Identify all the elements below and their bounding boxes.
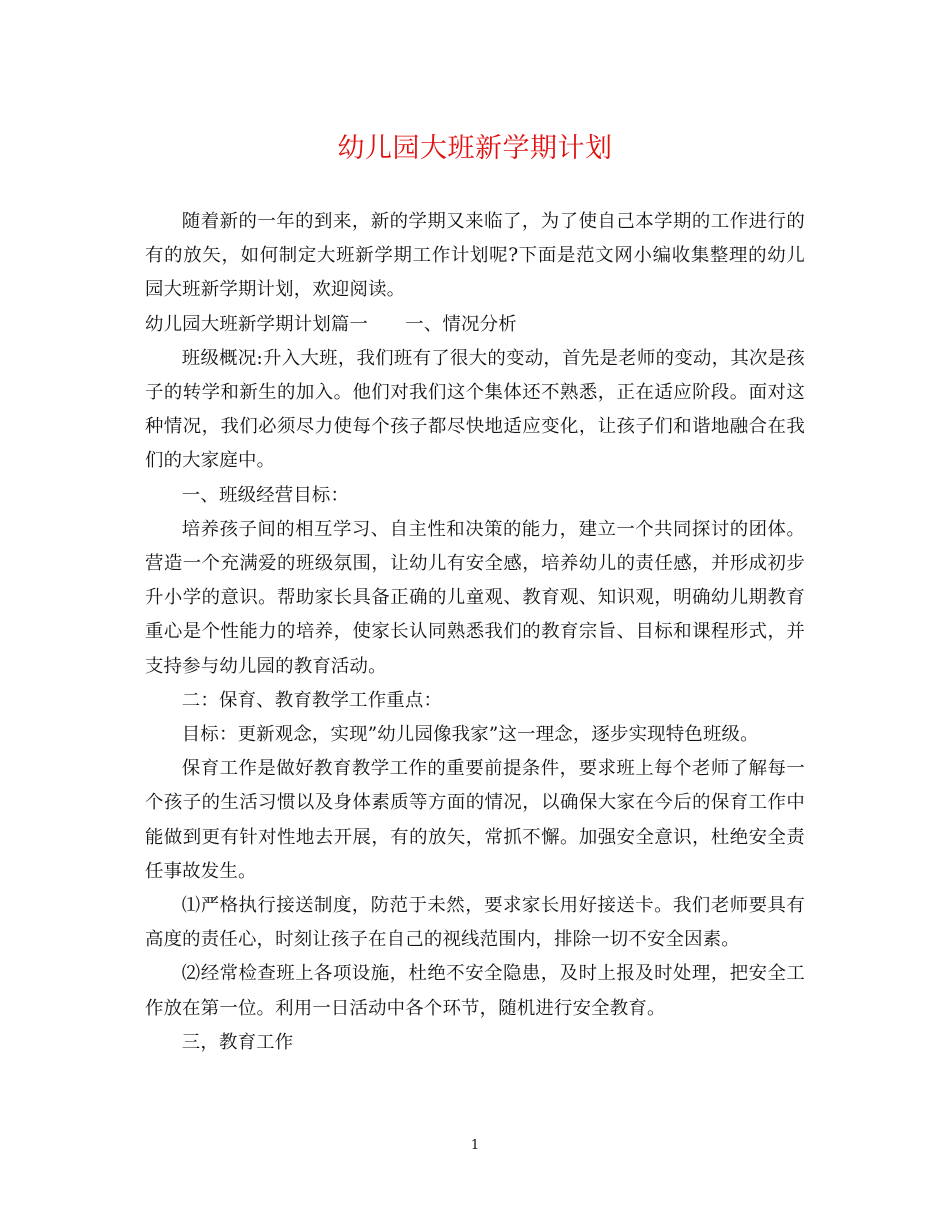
list-item-pickup-system: ⑴严格执行接送制度，防范于未然，要求家长用好接送卡。我们老师要具有高度的责任心，时刻让孩子在自己的视线范围内，排除一切不安全因素。 [145, 895, 805, 951]
section-heading-plan-one: 幼儿园大班新学期计划篇一 一、情况分析 [145, 313, 517, 335]
document-body [145, 205, 805, 1060]
care-work-paragraph: 保育工作是做好教育教学工作的重要前提条件，要求班上每个老师了解每一个孩子的生活习惯以及身体素质等方面的情况，以确保大家在今后的保育工作中能做到更有针对性地去开展，有的放矢，常抓不懈。加强安全意识，杜绝安全责任事故发生。 [145, 758, 805, 882]
section-heading-goals: 一、班级经营目标： [181, 484, 350, 506]
goals-paragraph: 培养孩子间的相互学习、自主性和决策的能力，建立一个共同探讨的团体。营造一个充满爱的班级氛围，让幼儿有安全感，培养幼儿的责任感，并形成初步升小学的意识。帮助家长具备正确的儿童观、教育观、知识观，明确幼儿期教育重心是个性能力的培养，使家长认同熟悉我们的教育宗旨、目标和课程形式，并支持参与幼儿园的教育活动。 [145, 518, 805, 677]
section-heading-education-work: 三，教育工作 [181, 1031, 294, 1053]
list-item-facility-check: ⑵经常检查班上各项设施，杜绝不安全隐患，及时上报及时处理，把安全工作放在第一位。利用一日活动中各个环节，随机进行安全教育。 [145, 963, 805, 1019]
page-number: 1 [470, 1138, 480, 1153]
intro-paragraph: 随着新的一年的到来，新的学期又来临了，为了使自己本学期的工作进行的有的放矢，如何制定大班新学期工作计划呢?下面是范文网小编收集整理的幼儿园大班新学期计划，欢迎阅读。 [145, 211, 805, 301]
section-heading-care-education: 二：保育、教育教学工作重点： [181, 689, 443, 711]
document-title: 幼儿园大班新学期计划 [337, 133, 613, 164]
target-paragraph: 目标：更新观念，实现”幼儿园像我家”这一理念，逐步实现特色班级。 [181, 724, 759, 746]
class-overview-paragraph: 班级概况:升入大班，我们班有了很大的变动，首先是老师的变动，其次是孩子的转学和新生的加入。他们对我们这个集体还不熟悉，正在适应阶段。面对这种情况，我们必须尽力使每个孩子都尽快地适应变化，让孩子们和谐地融合在我们的大家庭中。 [145, 347, 805, 472]
